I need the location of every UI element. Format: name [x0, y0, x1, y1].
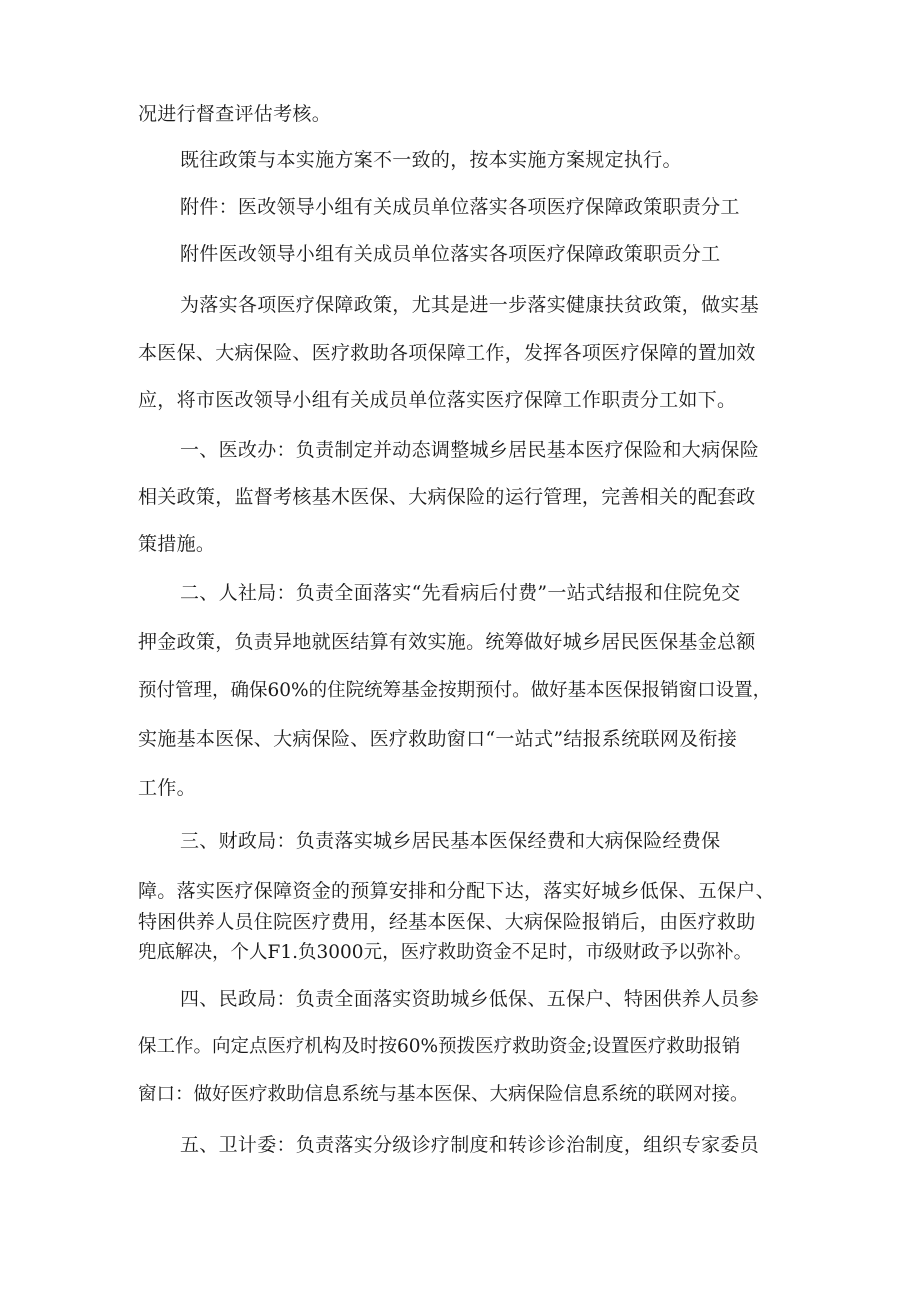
text-line-17: 障。落实医疗保障资金的预算安排和分配下达，落实好城乡低保、五保户、 [138, 880, 775, 902]
text-line-6: 本医保、大病保险、医疗救助各项保障工作，发挥各项医疗保障的置加效 [138, 342, 756, 364]
text-line-10: 策措施。 [138, 533, 216, 555]
text-line-14: 实施基本医保、大病保险、医疗救助窗口“一站式”结报系统联网及衔接 [138, 728, 738, 750]
text-line-13: 预付管理，确保60%的住院统筹基金按期预付。做好基本医保报销窗口设置， [138, 680, 772, 701]
text-line-21: 保工作。向定点医疗机构及时按60%预拨医疗救助资金;设置医疗救助报销 [138, 1036, 741, 1057]
text-line-9: 相关政策，监督考核基木医保、大病保险的运行管理，完善相关的配套政 [138, 486, 756, 508]
text-line-16: 三、财政局：负责落实城乡居民基本医保经费和大病保险经费保 [180, 830, 721, 852]
text-line-18: 特困供养人员住院医疗费用，经基本医保、大病保险报销后，由医疗救助 [138, 911, 756, 933]
text-line-20: 四、民政局：负责全面落实资助城乡低保、五保户、特困供养人员参 [180, 988, 760, 1010]
text-line-8: 一、医改办：负责制定并动态调整城乡居民基本医疗保险和大病保险 [180, 439, 760, 461]
text-line-19: 兜底解决，个人F1.负3000元，医疗救助资金不足时，市级财政予以弥补。 [138, 942, 753, 963]
text-line-11: 二、人社局：负责全面落实“先看病后付费”一站式结报和住院免交 [180, 582, 741, 604]
text-line-7: 应，将市医改领导小组有关成员单位落实医疗保障工作职责分工如下。 [138, 389, 737, 411]
text-line-15: 工作。 [138, 777, 196, 799]
text-line-4: 附件医改领导小组有关成员单位落实各项医疗保障政策职贡分工 [180, 243, 721, 265]
text-line-1: 况进行督查评估考核。 [138, 103, 332, 125]
text-line-5: 为落实各项医疗保障政策，尤其是进一步落实健康扶贫政策，做实基 [180, 294, 760, 316]
text-line-23: 五、卫计委：负责落实分级诊疗制度和转诊诊治制度，组织专家委员 [180, 1134, 760, 1156]
text-line-22: 窗口：做好医疗救助信息系统与基本医保、大病保险信息系统的联网对接。 [138, 1084, 749, 1105]
text-line-12: 押金政策，负责异地就医结算有效实施。统筹做好城乡居民医保基金总额 [138, 631, 756, 653]
text-line-2: 既往政策与本实施方案不一致的，按本实施方案规定执行。 [180, 149, 682, 171]
text-line-3: 附件：医改领导小组有关成员单位落实各项医疗保障政策职责分工 [180, 196, 740, 218]
